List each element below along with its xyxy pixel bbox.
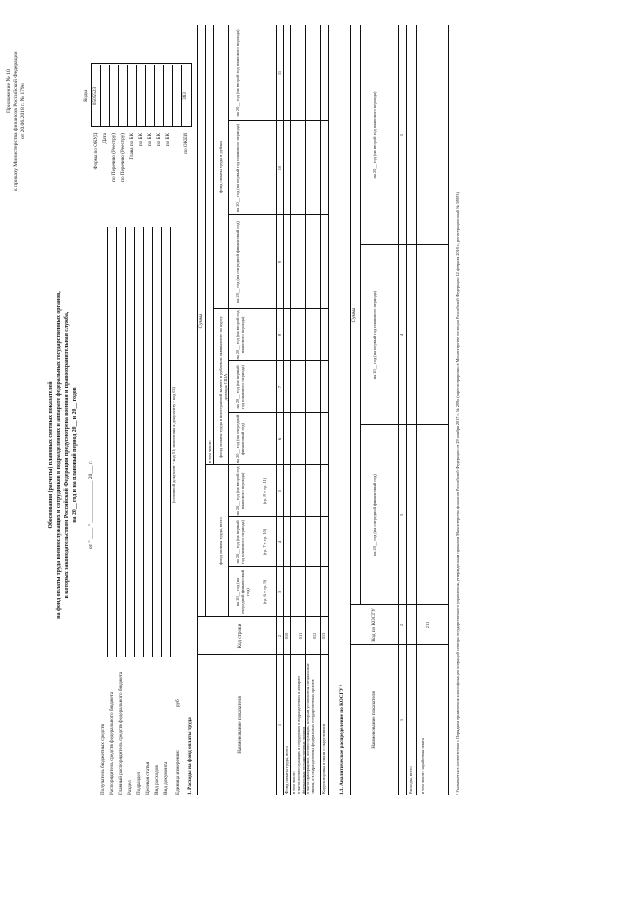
col-number: 1 <box>399 718 404 722</box>
year1-header: на 20__ год (на очередной финансовый год) <box>372 474 377 556</box>
year1-header: на 20__ год (на очередной финансовый год) <box>235 221 240 303</box>
okud-label: Форма по ОКУД <box>93 133 99 170</box>
section1-title: 1. Расходы на фонд оплаты труда <box>187 717 193 795</box>
fot-currency-header: фонд оплаты труда в иностранной валюте в рублевом эквиваленте по курсу доллара США <box>218 316 229 458</box>
form-title-line1: Обоснования (расчеты) плановых сметных показателей <box>48 381 54 529</box>
requisite-label: Единица измерения: <box>175 749 181 795</box>
table-row-code: 011 <box>298 632 303 640</box>
year3-header: на 20__ год (на второй год планового периода) <box>235 29 240 117</box>
form-title-line2: на фонд оплаты труда военнослужащих и сотрудников в подразделениях и аппарате федеральных государственных органов, <box>56 291 62 619</box>
table-row-name: в том числе: <box>291 771 296 794</box>
sum-header: Сумма <box>198 313 204 329</box>
table-row-name: Фонд оплаты труда, всего <box>284 745 289 794</box>
form-date-line: от " ____ " _______________ 20___ г. <box>88 460 94 550</box>
table-row-name: Расходы, всего <box>408 766 413 794</box>
requisite-label: Вид расходов <box>154 765 160 795</box>
col-number: 5 <box>399 133 404 137</box>
col-code-header: Код строки <box>237 623 243 649</box>
okei-code: 383 <box>182 92 188 100</box>
section11-title: 1.1. Аналитическое распределение по КОСГУ ¹ <box>339 684 345 795</box>
table-row-code: 013 <box>321 632 326 640</box>
requisite-label: Распорядитель средств федерального бюджета <box>109 691 115 795</box>
col-number: 3 <box>277 590 282 594</box>
year2-header: на 20__ год (на первый год планового периода) <box>372 290 377 380</box>
table-row-code: 010 <box>284 632 289 640</box>
col-number: 10 <box>277 165 282 171</box>
requisite-label: Получатель бюджетных средств <box>100 724 106 795</box>
bk-label: по БК <box>138 133 144 147</box>
registry-label: по Перечню (Реестру) <box>120 133 126 182</box>
year1-header: на 20__ год (на очередной финансовый год) <box>235 570 251 614</box>
appendix-number: Приложение № 10 <box>6 69 12 113</box>
order-date: от 20.06.2018 г. № 179н <box>20 83 26 139</box>
bk-label: по БК <box>165 133 171 147</box>
col-number: 9 <box>277 260 282 264</box>
form-title-line4: на 20__ год и на плановый период 20__ и 20__ годов <box>72 387 78 523</box>
table-row-name: Корректировка в связи с округлением <box>321 723 326 794</box>
fot-rub-header: фонд оплаты труда в рублях <box>218 140 223 194</box>
year3-header: на 20__ год (на второй год планового периода) <box>235 466 246 516</box>
table-row-code: 012 <box>312 632 317 640</box>
document-type-note: (основной документ - код 01; изменения к документу - код 02) <box>171 386 176 504</box>
formula2: (гр. 7 + гр. 10) <box>262 528 267 556</box>
formula3: (гр. 8 + гр. 11) <box>262 477 267 505</box>
year3-header: на 20__ год (на второй год планового периода) <box>235 310 246 360</box>
col-number: 6 <box>277 437 282 441</box>
footnote: ¹ Указывается в соответствии с Порядком применения классификации операций сектора государственного управления, утвержденным приказом Министерства финансов Российской Федерации от 29 ноября 2017 г. № 209н (зарегистрирован в Министерстве юстиции Российской Федерации 12 февраля 2018 г., регистрационный № 50003) <box>455 192 460 795</box>
col-number: 2 <box>399 623 404 627</box>
year1-header: на 20__ год (на очередной финансовый год) <box>235 414 246 464</box>
registry-label: по Перечню (Реестру) <box>111 133 117 182</box>
requisite-label: Целевая статья <box>145 761 151 795</box>
col-number: 1 <box>277 723 282 727</box>
col-number: 2 <box>277 634 282 638</box>
table-row-code: 211 <box>425 621 430 629</box>
okei-label: по ОКЕИ <box>183 133 189 154</box>
table-row-name: в части военнослужащих и сотрудников в подразделениях и аппарате федеральных государственных органов <box>296 675 306 794</box>
unit-value: руб <box>175 699 181 707</box>
table-row-name: в части прапорщиков, военнослужащих, которым установлены специальные звания, и в подразделениях федеральных государственных органов <box>305 663 315 794</box>
okud-code: 0505523 <box>92 86 98 106</box>
requisite-label: Главный распорядитель средств федерального бюджета <box>118 671 124 795</box>
col-number: 4 <box>277 540 282 544</box>
year3-header: на 20__ год (на второй год планового периода) <box>372 91 377 179</box>
year2-header: на 20__ год (на первый год планового периода) <box>235 123 240 213</box>
bk-label: Глава по БК <box>129 133 135 160</box>
codes-header: Коды <box>83 90 89 102</box>
requisite-label: Подраздел <box>136 771 142 795</box>
col-number: 4 <box>399 333 404 337</box>
in-that-header: в том числе: <box>207 440 212 463</box>
bk-label: по БК <box>147 133 153 147</box>
col-number: 7 <box>277 385 282 389</box>
year2-header: на 20__ год (на первый год планового периода) <box>235 365 246 409</box>
col-kosgu-header: Код по КОСГУ <box>371 608 377 642</box>
year2-header: на 20__ год (на первый год планового периода) <box>235 520 246 564</box>
col-number: 5 <box>277 489 282 493</box>
order-reference: к приказу Министерства финансов Российской Федерации <box>13 51 19 191</box>
col-number: 8 <box>277 333 282 337</box>
col-name-header: Наименование показателя <box>371 691 377 749</box>
requisite-label: Вид документа <box>163 761 169 795</box>
col-number: 3 <box>399 513 404 517</box>
bk-label: по БК <box>156 133 162 147</box>
fot-total-header: фонд оплаты труда, всего <box>218 517 223 565</box>
table-row-name: в том числе: заработная плата <box>420 738 425 794</box>
col-name-header: Наименование показателя <box>237 696 243 754</box>
date-label: Дата <box>102 133 108 144</box>
codes-box <box>91 63 192 127</box>
sum-header: Сумма <box>351 307 357 323</box>
formula1: (гр. 6 + гр. 9) <box>262 579 267 605</box>
form-title-line3: в которых законодательством Российской Федерации предусмотрена военная и правоохранительная служба, <box>64 311 70 599</box>
col-number: 11 <box>277 70 282 76</box>
requisite-label: Раздел <box>127 780 133 795</box>
